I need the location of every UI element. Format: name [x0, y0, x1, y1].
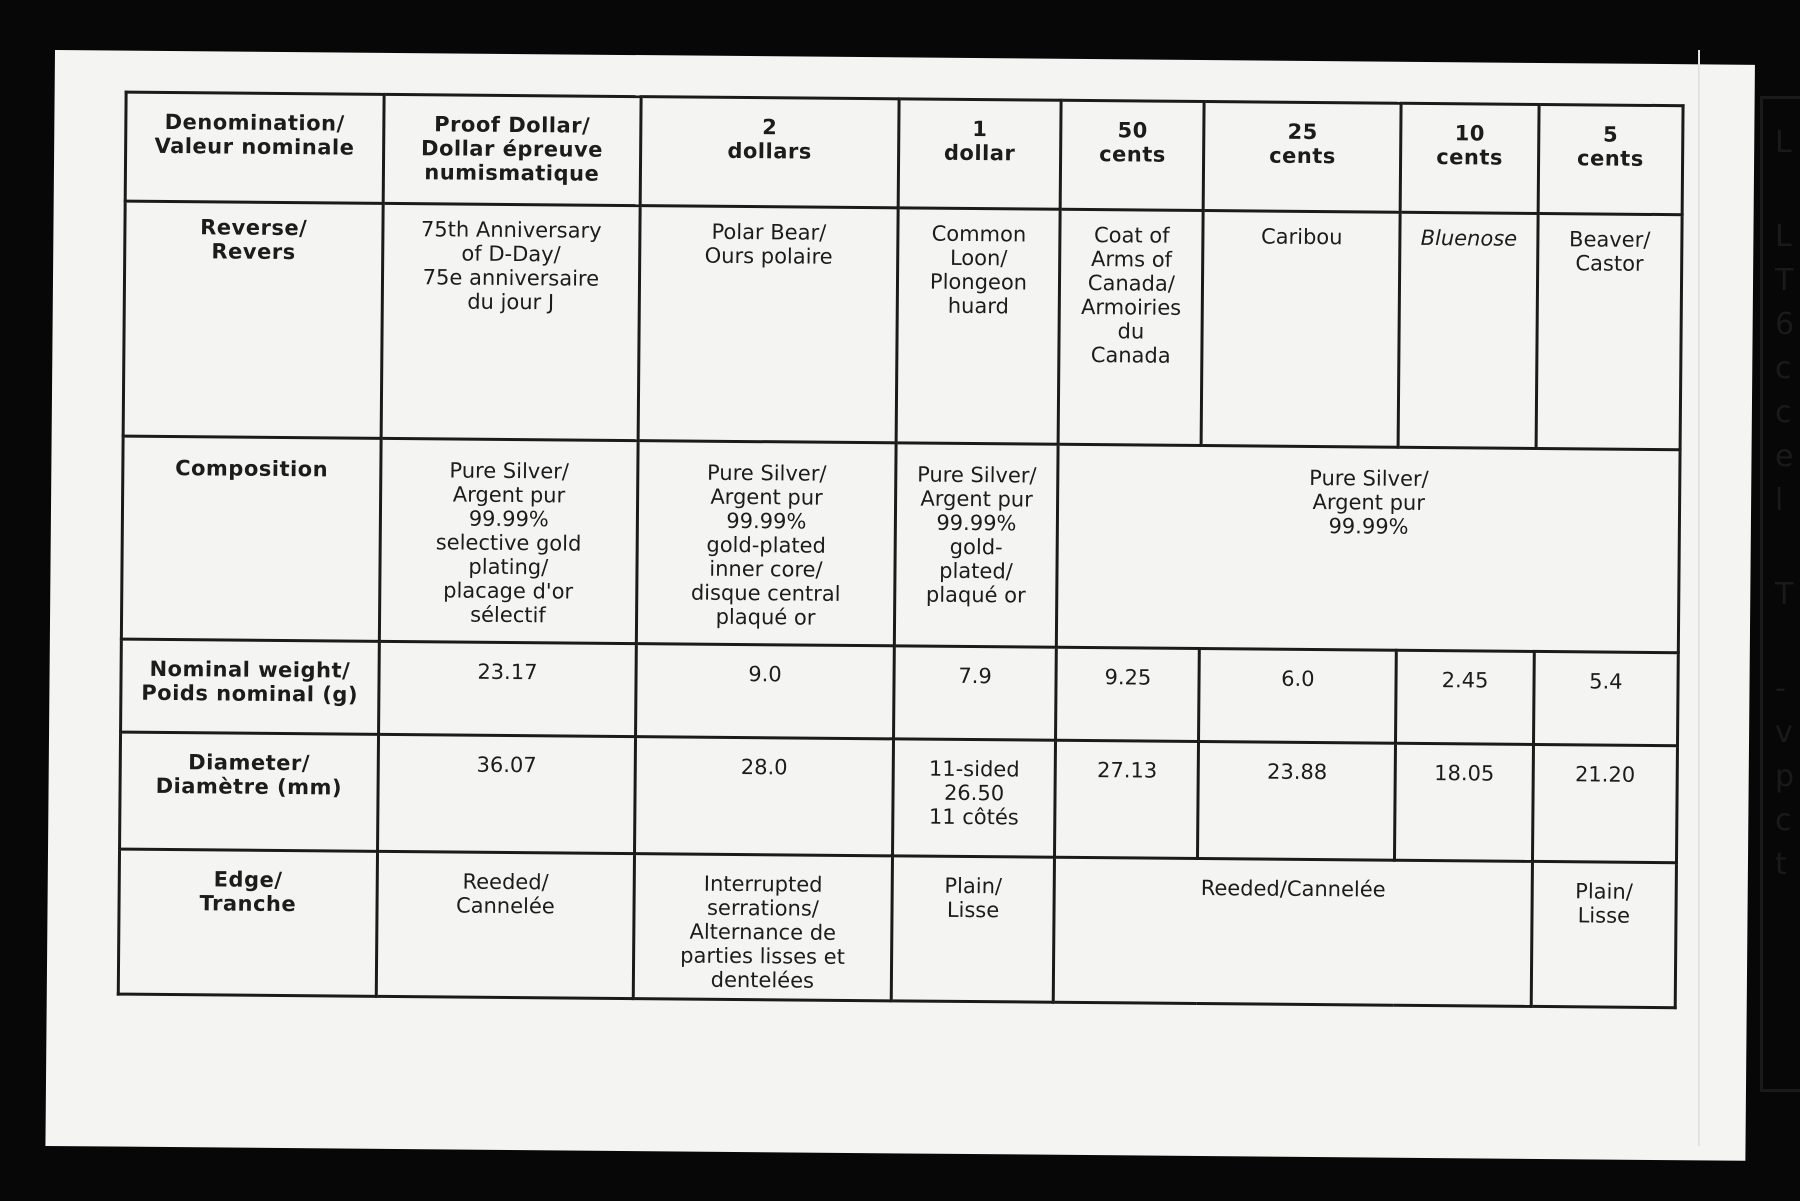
next-page-fragment [1775, 165, 1800, 215]
col-header-50-cents: 50 cents [1060, 100, 1204, 210]
next-page-fragment: e [1775, 439, 1794, 474]
next-page-fragment: c [1775, 803, 1792, 838]
table-row-weight [121, 639, 1679, 746]
next-page-fragment [1775, 617, 1800, 667]
weight-proof-dollar: 23.17 [378, 641, 636, 736]
row-label-edge: Edge/ Tranche [118, 849, 377, 996]
diameter-5-cents: 21.20 [1532, 744, 1677, 862]
reverse-25-cents: Caribou [1201, 211, 1400, 448]
composition-1-dollar: Pure Silver/ Argent pur 99.99% gold- plated/ plaqué or [894, 443, 1058, 647]
composition-proof-dollar: Pure Silver/ Argent pur 99.99% selective gold plating/ placage d'or sélectif [379, 438, 638, 643]
coin-specifications-table [117, 91, 1685, 1010]
next-page-partial [1760, 96, 1800, 1092]
booklet-fold [1698, 50, 1700, 1146]
col-header-proof-dollar: Proof Dollar/ Dollar épreuve numismatique [383, 94, 642, 205]
next-page-fragment: p [1775, 759, 1795, 794]
reverse-1-dollar: Common Loon/ Plongeon huard [896, 208, 1061, 444]
col-header-2-dollars: 2 dollars [640, 97, 899, 208]
reverse-10-cents: Bluenose [1398, 212, 1537, 448]
diameter-proof-dollar: 36.07 [377, 734, 636, 853]
reverse-50-cents: Coat of Arms of Canada/ Armoiries du Canada [1058, 209, 1203, 445]
table-row-reverse [123, 201, 1682, 450]
composition-2-dollars: Pure Silver/ Argent pur 99.99% gold-plated inner core/ disque central plaqué or [636, 441, 895, 646]
next-page-fragment: t [1775, 847, 1787, 882]
edge-cents-merged: Reeded/Cannelée [1054, 857, 1533, 1006]
col-header-5-cents: 5 cents [1538, 104, 1683, 214]
next-page-fragment [1775, 523, 1800, 573]
next-page-fragment: T [1775, 577, 1794, 612]
table-row-denomination [125, 92, 1683, 215]
diameter-25-cents: 23.88 [1198, 742, 1396, 861]
row-label-denomination: Denomination/ Valeur nominale [125, 92, 384, 203]
row-label-reverse: Reverse/ Revers [123, 201, 383, 438]
col-header-1-dollar: 1 dollar [898, 99, 1062, 209]
edge-5-cents: Plain/ Lisse [1531, 861, 1677, 1007]
edge-2-dollars: Interrupted serrations/ Alternance de parties lisses et dentelées [633, 854, 892, 1001]
next-page-fragment: v [1775, 715, 1793, 750]
next-page-fragment: 6 [1775, 307, 1795, 342]
next-page-fragment: l [1775, 483, 1784, 518]
table-row-diameter [120, 732, 1678, 863]
table-row-composition [121, 436, 1680, 653]
booklet-page [45, 50, 1754, 1161]
reverse-5-cents: Beaver/ Castor [1536, 213, 1682, 449]
col-header-10-cents: 10 cents [1400, 103, 1538, 213]
reverse-2-dollars: Polar Bear/ Ours polaire [638, 206, 898, 443]
diameter-1-dollar: 11-sided 26.50 11 côtés [892, 739, 1056, 857]
diameter-2-dollars: 28.0 [635, 737, 894, 856]
next-page-fragment: L [1775, 219, 1792, 254]
row-label-weight: Nominal weight/ Poids nominal (g) [121, 639, 379, 734]
weight-5-cents: 5.4 [1533, 651, 1678, 745]
reverse-proof-dollar: 75th Anniversary of D-Day/ 75e anniversaire du jour J [381, 203, 641, 440]
row-label-composition: Composition [121, 436, 380, 641]
diameter-10-cents: 18.05 [1395, 743, 1533, 861]
diameter-50-cents: 27.13 [1055, 740, 1199, 858]
row-label-diameter: Diameter/ Diamètre (mm) [120, 732, 379, 851]
col-header-25-cents: 25 cents [1204, 102, 1402, 213]
next-page-fragment: T [1775, 263, 1794, 298]
next-page-fragment: L [1775, 125, 1792, 160]
edge-1-dollar: Plain/ Lisse [891, 856, 1055, 1002]
next-page-fragment: c [1775, 395, 1792, 430]
edge-proof-dollar: Reeded/ Cannelée [376, 851, 635, 998]
next-page-fragment: c [1775, 351, 1792, 386]
next-page-fragment: - [1775, 671, 1786, 706]
weight-2-dollars: 9.0 [636, 644, 894, 739]
weight-10-cents: 2.45 [1396, 650, 1534, 744]
table-row-edge [118, 849, 1676, 1008]
weight-25-cents: 6.0 [1199, 649, 1397, 744]
weight-1-dollar: 7.9 [893, 646, 1056, 740]
weight-50-cents: 9.25 [1056, 647, 1200, 741]
composition-cents-merged: Pure Silver/ Argent pur 99.99% [1057, 444, 1680, 652]
